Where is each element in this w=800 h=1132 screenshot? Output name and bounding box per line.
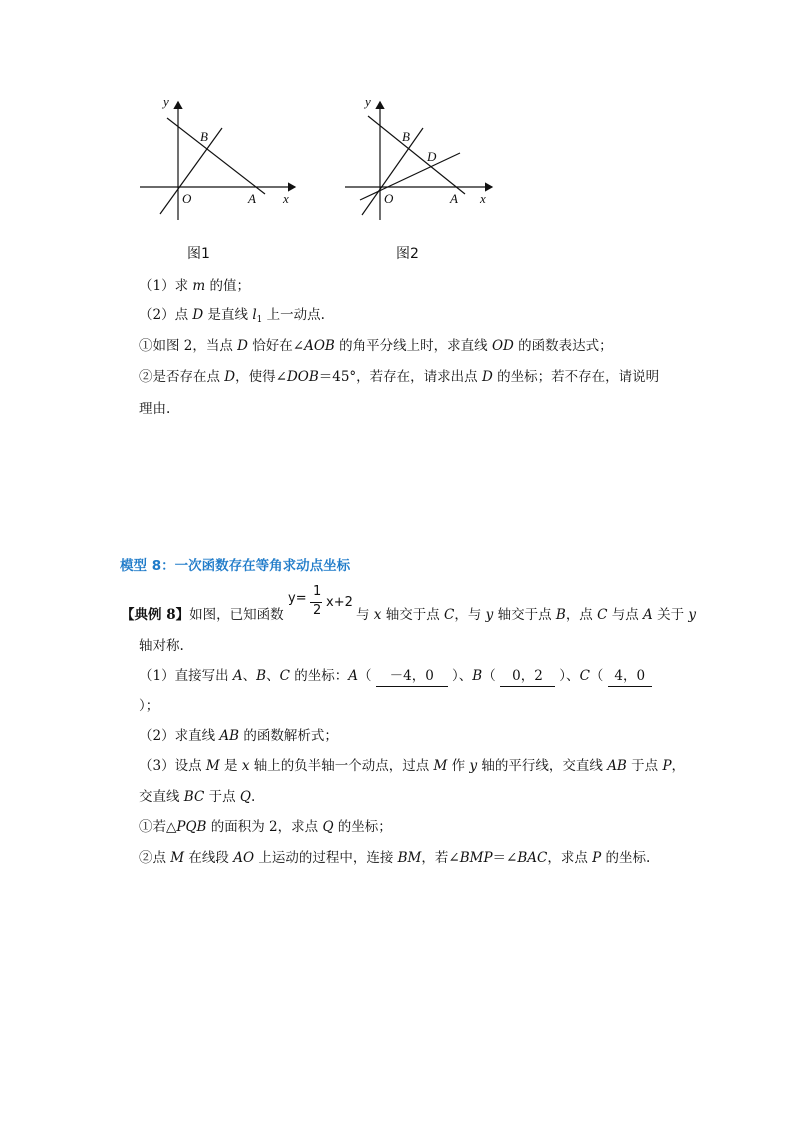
point-b-label: B: [200, 129, 208, 144]
question-2b-cont: 理由.: [139, 401, 171, 417]
figure-1: [135, 90, 305, 225]
axis-x-label: x: [283, 191, 289, 206]
axis-y-label: y: [365, 94, 371, 109]
example-intro: 【典例 8】如图，已知函数: [121, 607, 284, 623]
ex-question-3b: ②点 M 在线段 AO 上运动的过程中，连接 BM，若∠BMP＝∠BAC，求点 P 的坐标.: [139, 850, 651, 866]
point-d-label: D: [427, 149, 437, 164]
figure-1-diagram: [135, 90, 305, 225]
answer-b: 0，2: [500, 666, 555, 687]
example-intro-rest: 与 x 轴交于点 C，与 y 轴交于点 B，点 C 与点 A 关于 y: [356, 607, 697, 623]
line-ab: [167, 118, 265, 194]
answer-c: 4，0: [608, 666, 652, 687]
figure-2-caption: 图2: [396, 246, 419, 262]
line-od: [360, 153, 460, 200]
figure-2-diagram: [340, 90, 510, 225]
ex-question-2: （2）求直线 AB 的函数解析式；: [139, 728, 338, 744]
axis-x-label: x: [480, 191, 486, 206]
ex-question-3: （3）设点 M 是 x 轴上的负半轴一个动点，过点 M 作 y 轴的平行线，交直线 AB 于点 P，: [139, 758, 686, 774]
question-2a: ①如图 2，当点 D 恰好在∠AOB 的角平分线上时，求直线 OD 的函数表达式；: [139, 338, 613, 354]
question-2: （2）点 D 是直线 $l_1$ 上一动点.: [139, 307, 325, 325]
answer-a: －4，0: [376, 666, 448, 687]
figure-1-caption: 图1: [187, 246, 210, 262]
ex-question-1-cont: ）；: [139, 698, 160, 714]
point-b-label: B: [402, 129, 410, 144]
origin-label: O: [182, 191, 192, 206]
ex-question-3a: ①若△PQB 的面积为 2，求点 Q 的坐标；: [139, 819, 392, 835]
figure-2: [340, 90, 510, 225]
example-intro-cont: 轴对称.: [139, 638, 184, 654]
question-2b: ②是否存在点 D，使得∠DOB＝45°，若存在，请求出点 D 的坐标；若不存在，请说明: [139, 369, 660, 385]
section-title: 模型 8：一次函数存在等角求动点坐标: [120, 558, 351, 574]
point-a-label: A: [248, 191, 256, 206]
ex-question-1: （1）直接写出 A、B、C 的坐标：A（ －4，0 ）、B（ 0，2 ）、C（ 4，0: [139, 666, 652, 687]
question-1: （1）求 m 的值；: [139, 278, 250, 294]
ex-question-3-cont: 交直线 BC 于点 Q.: [139, 789, 256, 805]
point-a-label: A: [450, 191, 458, 206]
function-formula: y= 1 2 x+2: [288, 584, 353, 618]
axis-y-label: y: [163, 94, 169, 109]
origin-label: O: [384, 191, 394, 206]
line-ab: [368, 116, 465, 194]
